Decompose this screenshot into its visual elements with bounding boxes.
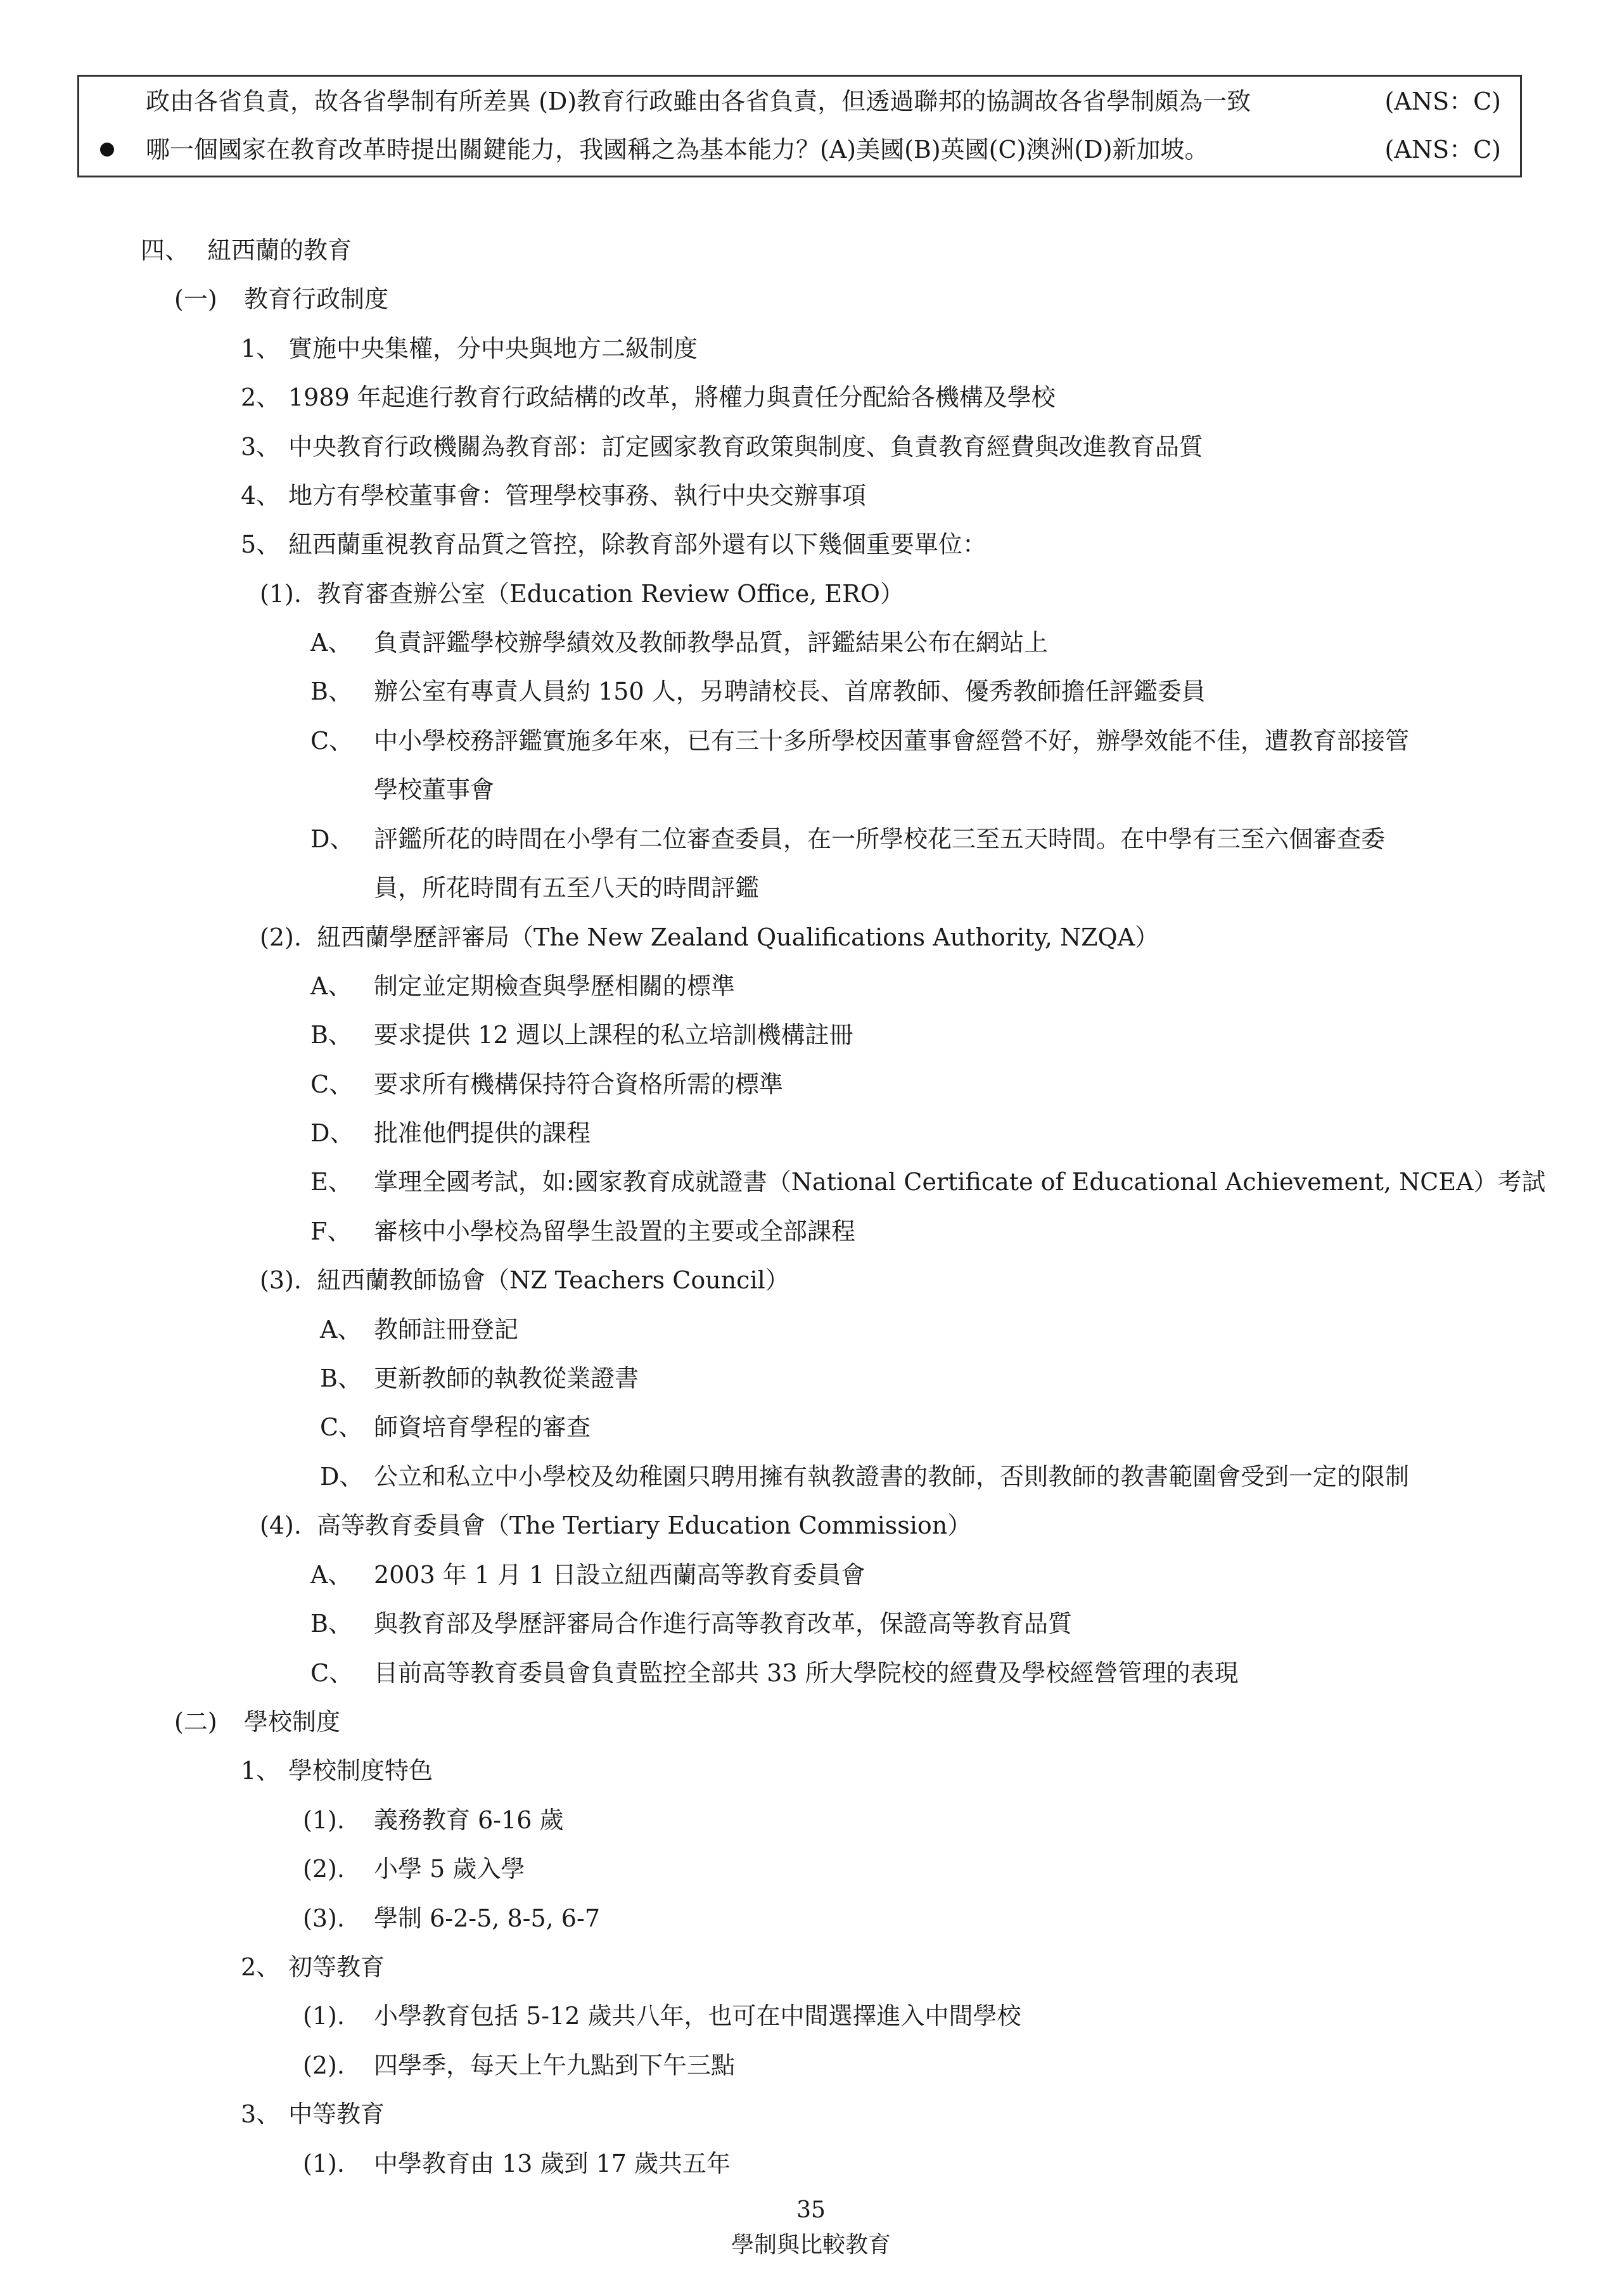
list-item: 2、 1989 年起進行教育行政結構的改革，將權力與責任分配給各機構及學校 bbox=[241, 383, 1056, 411]
sub-list-heading: (2). 紐西蘭學歷評審局（The New Zealand Qualifications Authority, NZQA） bbox=[260, 923, 1159, 951]
list-item: 4、 地方有學校董事會：管理學校事務、執行中央交辦事項 bbox=[241, 482, 867, 510]
list-item-continuation: 員，所花時間有五至八天的時間評鑑 bbox=[374, 874, 760, 902]
page-number: 35 bbox=[796, 2197, 826, 2223]
answer-key: (ANS：C) bbox=[1384, 136, 1501, 164]
list-item: (3). 學制 6-2-5, 8-5, 6-7 bbox=[303, 1904, 600, 1932]
section-heading: 四、 紐西蘭的教育 bbox=[141, 236, 352, 264]
list-item: A、 2003 年 1 月 1 日設立紐西蘭高等教育委員會 bbox=[310, 1561, 865, 1589]
sub-list-heading: (4). 高等教育委員會（The Tertiary Education Commission） bbox=[260, 1511, 972, 1539]
list-item: (1). 義務教育 6-16 歲 bbox=[303, 1806, 564, 1834]
list-item: 3、 中央教育行政機關為教育部：訂定國家教育政策與制度、負責教育經費與改進教育品質 bbox=[241, 433, 1204, 461]
list-item: (2). 四學季，每天上午九點到下午三點 bbox=[303, 2051, 736, 2079]
list-item: (1). 中學教育由 13 歲到 17 歲共五年 bbox=[303, 2150, 731, 2177]
list-item: D、 評鑑所花的時間在小學有二位審查委員，在一所學校花三至五天時間。在中學有三至六個審查委 bbox=[310, 825, 1386, 853]
list-item: C、 中小學校務評鑑實施多年來，已有三十多所學校因董事會經營不好，辦學效能不佳，遭教育部接管 bbox=[310, 727, 1410, 755]
list-item: 2、 初等教育 bbox=[241, 1953, 385, 1981]
list-item: C、 師資培育學程的審查 bbox=[320, 1413, 591, 1441]
answer-text: 政由各省負責，故各省學制有所差異 (D)教育行政雖由各省負責，但透過聯邦的協調故各省學制頗為一致 bbox=[146, 87, 1251, 115]
answer-box bbox=[77, 75, 1522, 177]
list-item: A、 負責評鑑學校辦學績效及教師教學品質，評鑑結果公布在網站上 bbox=[310, 629, 1049, 657]
list-item: B、 辦公室有專責人員約 150 人，另聘請校長、首席教師、優秀教師擔任評鑑委員 bbox=[310, 677, 1206, 705]
list-item: F、 審核中小學校為留學生設置的主要或全部課程 bbox=[310, 1217, 856, 1245]
subsection-heading: (一) 教育行政制度 bbox=[174, 285, 389, 313]
list-item: E、 掌理全國考試，如:國家教育成就證書（National Certificate of Educational Achievement, NCEA）考試 bbox=[310, 1168, 1546, 1196]
question-line bbox=[146, 135, 1501, 164]
list-item: 3、 中等教育 bbox=[241, 2100, 385, 2128]
list-item-continuation: 學校董事會 bbox=[374, 776, 495, 804]
list-item: C、 要求所有機構保持符合資格所需的標準 bbox=[310, 1070, 784, 1098]
sub-list-heading: (1). 教育審查辦公室（Education Review Office, ERO） bbox=[260, 580, 904, 608]
list-item: A、 教師註冊登記 bbox=[320, 1316, 519, 1344]
list-item: D、 公立和私立中小學校及幼稚園只聘用擁有執教證書的教師，否則教師的教書範圍會受到一定的限制 bbox=[320, 1463, 1410, 1491]
sub-list-heading: (3). 紐西蘭教師協會（NZ Teachers Council） bbox=[260, 1266, 789, 1294]
list-item: A、 制定並定期檢查與學歷相關的標準 bbox=[310, 972, 736, 1000]
bullet-icon bbox=[100, 143, 114, 157]
answer-key: (ANS：C) bbox=[1384, 87, 1501, 115]
subsection-heading: (二) 學校制度 bbox=[174, 1708, 341, 1736]
list-item: B、 更新教師的執教從業證書 bbox=[320, 1364, 639, 1392]
footer-title: 學制與比較教育 bbox=[731, 2232, 891, 2258]
answer-line bbox=[146, 87, 1501, 116]
list-item: D、 批准他們提供的課程 bbox=[310, 1119, 591, 1147]
list-item: C、 目前高等教育委員會負責監控全部共 33 所大學院校的經費及學校經營管理的表現 bbox=[310, 1659, 1239, 1687]
list-item: B、 與教育部及學歷評審局合作進行高等教育改革，保證高等教育品質 bbox=[310, 1610, 1073, 1638]
question-text: 哪一個國家在教育改革時提出關鍵能力，我國稱之為基本能力？(A)美國(B)英國(C)澳洲(D)新加坡。 bbox=[146, 136, 1209, 164]
list-item: B、 要求提供 12 週以上課程的私立培訓機構註冊 bbox=[310, 1021, 853, 1049]
list-item: (2). 小學 5 歲入學 bbox=[303, 1855, 525, 1883]
list-item: 5、 紐西蘭重視教育品質之管控，除教育部外還有以下幾個重要單位： bbox=[241, 530, 987, 558]
list-item: 1、 學校制度特色 bbox=[241, 1757, 433, 1785]
list-item: (1). 小學教育包括 5-12 歲共八年，也可在中間選擇進入中間學校 bbox=[303, 2002, 1021, 2030]
list-item: 1、 實施中央集權，分中央與地方二級制度 bbox=[241, 335, 698, 362]
